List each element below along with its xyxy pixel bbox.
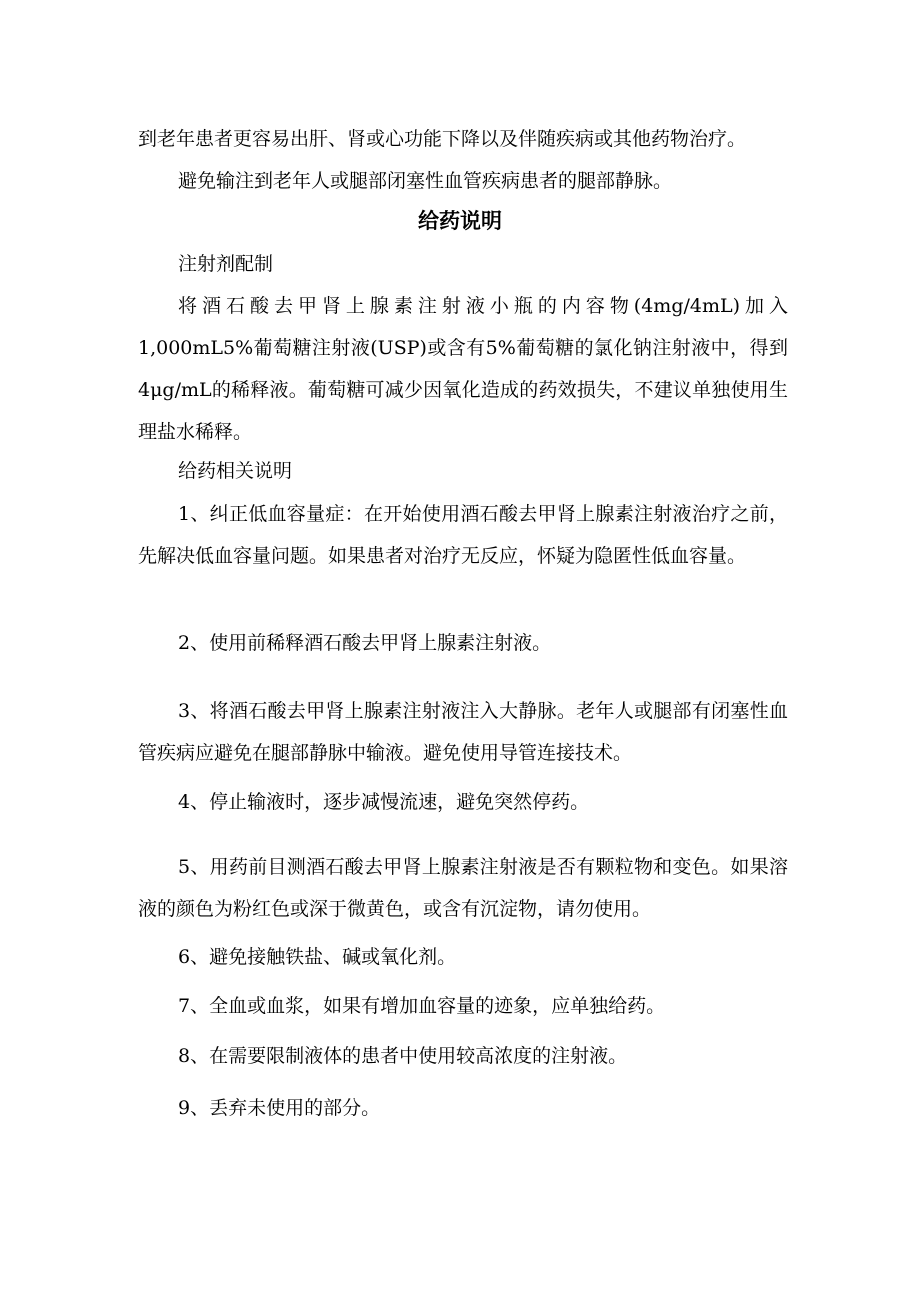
- list-item-8: 8、在需要限制液体的患者中使用较高浓度的注射液。: [178, 1045, 628, 1067]
- list-item-6: 6、避免接触铁盐、碱或氧化剂。: [178, 946, 457, 968]
- admin-heading: 给药相关说明: [178, 460, 293, 482]
- list-item-2: 2、使用前稀释酒石酸去甲肾上腺素注射液。: [178, 632, 552, 654]
- list-item-3: 3、将酒石酸去甲肾上腺素注射液注入大静脉。老年人或腿部有闭塞性血管疾病应避免在腿部静脉中输液。避免使用导管连接技术。: [138, 700, 788, 764]
- section-title: 给药说明: [418, 209, 502, 233]
- list-item-7: 7、全血或血浆，如果有增加血容量的迹象，应单独给药。: [178, 995, 666, 1017]
- list-item-9: 9、丢弃未使用的部分。: [178, 1097, 381, 1119]
- prep-body: 将酒石酸去甲肾上腺素注射液小瓶的内容物(4mg/4mL)加入1,000mL5%葡萄糖注射液(USP)或含有5%葡萄糖的氯化钠注射液中，得到4μg/mL的稀释液。葡萄糖可减少因氧化造成的药效损失，不建议单独使用生理盐水稀释。: [138, 295, 788, 443]
- prep-heading: 注射剂配制: [178, 253, 274, 275]
- paragraph-intro-tail: 到老年患者更容易出肝、肾或心功能下降以及伴随疾病或其他药物治疗。: [138, 128, 747, 150]
- list-item-5: 5、用药前目测酒石酸去甲肾上腺素注射液是否有颗粒物和变色。如果溶液的颜色为粉红色或深于微黄色，或含有沉淀物，请勿使用。: [138, 856, 788, 920]
- list-item-4: 4、停止输液时，逐步减慢流速，避免突然停药。: [178, 791, 590, 813]
- list-item-1: 1、纠正低血容量症：在开始使用酒石酸去甲肾上腺素注射液治疗之前，先解决低血容量问题。如果患者对治疗无反应，怀疑为隐匿性低血容量。: [138, 503, 788, 567]
- paragraph-avoid-vein: 避免输注到老年人或腿部闭塞性血管疾病患者的腿部静脉。: [178, 170, 673, 192]
